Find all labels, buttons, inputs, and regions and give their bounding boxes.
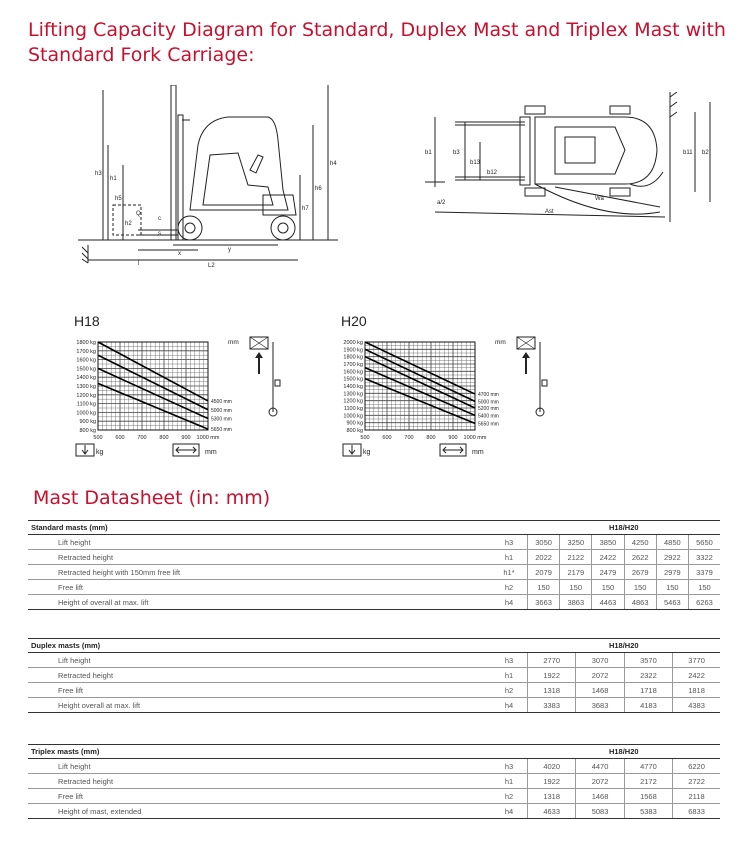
table-header-label: Triplex masts (mm) [28,745,528,759]
row-symbol: h1* [491,565,528,580]
series-line [98,383,208,429]
table-row [28,683,720,698]
y-tick-label: 1500 kg [76,366,96,373]
duplex-masts-table [28,638,720,713]
table-header-model: H18/H20 [528,521,721,535]
row-label: Height of overall at max. lift [28,595,491,610]
dim-label-b3: b3 [453,150,460,156]
kg-arrow-icon [349,445,355,454]
row-value: 4020 [528,759,576,774]
row-value: 3570 [624,653,672,668]
y-tick-label: 1000 kg [343,413,363,420]
table-row [28,653,720,668]
row-symbol: h4 [491,804,528,819]
row-value: 4470 [576,759,624,774]
chart-title: H20 [341,313,367,329]
standard-masts-table [28,520,720,610]
row-value: 4183 [624,698,672,713]
row-label: Free lift [28,580,491,595]
row-value: 2172 [624,774,672,789]
operator-icon [275,380,280,386]
row-label: Height overall at max. lift [28,698,491,713]
row-value: 5083 [576,804,624,819]
row-value: 4863 [624,595,656,610]
row-value: 2122 [560,550,592,565]
y-tick-label: 800 kg [346,428,363,434]
row-symbol: h2 [491,789,528,804]
row-value: 4770 [624,759,672,774]
table-row [28,668,720,683]
x-tick-label: 600 [115,435,125,441]
chart-svg [335,312,580,467]
series-label: 5000 mm [478,399,499,406]
series-line [98,355,208,410]
dim-label-b12: b12 [487,170,498,176]
row-value: 5383 [624,804,672,819]
row-value: 150 [592,580,624,595]
x-tick-label: 900 [181,435,191,441]
lift-arrow-icon [255,352,263,374]
row-value: 3050 [528,535,560,550]
row-value: 1568 [624,789,672,804]
row-value: 2770 [528,653,576,668]
load-unit-label: mm [472,449,484,456]
series-label: 4700 mm [478,392,499,399]
y-tick-label: 1900 kg [343,347,363,354]
row-value: 2322 [624,668,672,683]
table-header-model: H18/H20 [528,745,721,759]
y-tick-label: 800 kg [79,428,96,434]
row-value: 2679 [624,565,656,580]
row-value: 2072 [576,774,624,789]
row-value: 3663 [528,595,560,610]
x-tick-label: 1000 mm [196,435,220,441]
row-label: Retracted height [28,774,491,789]
row-value: 150 [656,580,688,595]
row-value: 2118 [673,789,720,804]
row-value: 3850 [592,535,624,550]
row-value: 2622 [624,550,656,565]
row-value: 1818 [673,683,720,698]
y-tick-label: 1300 kg [76,384,96,390]
table-row [28,565,720,580]
dim-label-a2: a/2 [437,200,446,206]
triplex-masts-table [28,744,720,819]
row-symbol: h3 [491,535,528,550]
row-value: 2179 [560,565,592,580]
row-label: Lift height [28,653,491,668]
table-header-label: Standard masts (mm) [28,521,528,535]
series-label: 5300 mm [211,416,232,423]
row-symbol: h4 [491,595,528,610]
table-header-model: H18/H20 [528,639,721,653]
y-tick-label: 1600 kg [343,369,363,376]
y-tick-label: 1800 kg [76,340,96,346]
dim-label-l2: L2 [208,263,215,269]
table-row [28,550,720,565]
y-tick-label: 1400 kg [76,375,96,382]
series-label: 5000 mm [211,407,232,414]
table-row [28,698,720,713]
row-value: 1318 [528,683,576,698]
row-label: Lift height [28,535,491,550]
y-tick-label: 1100 kg [343,406,363,412]
row-symbol: h4 [491,698,528,713]
y-tick-label: 1100 kg [76,401,96,408]
mm-arrow-icon [176,447,196,453]
capacity-chart-h20 [335,312,580,467]
y-tick-label: 900 kg [79,419,96,426]
dim-label-b13: b13 [470,160,481,166]
page-title: Lifting Capacity Diagram for Standard, Duplex Mast and Triplex Mast with Standard Fork Carriage: [28,19,726,66]
row-label: Retracted height [28,668,491,683]
table-header-row [28,521,720,535]
table-header-row [28,745,720,759]
row-value: 150 [560,580,592,595]
row-value: 3250 [560,535,592,550]
row-value: 2922 [656,550,688,565]
row-value: 3683 [576,698,624,713]
y-tick-label: 1600 kg [76,357,96,364]
row-label: Retracted height [28,550,491,565]
table-header-row [28,639,720,653]
x-tick-label: 600 [382,435,392,441]
series-label: 5650 mm [478,421,499,428]
row-label: Lift height [28,759,491,774]
row-value: 2422 [673,668,720,683]
dim-label-ast: Ast [545,209,554,215]
row-value: 150 [624,580,656,595]
dim-label-b11: b11 [683,150,693,156]
series-label: 4500 mm [211,398,232,405]
series-label: 5650 mm [211,427,232,434]
row-value: 150 [528,580,560,595]
icon-mm-label: mm [228,339,239,346]
row-value: 1922 [528,774,576,789]
table-row [28,774,720,789]
row-label: Retracted height with 150mm free lift [28,565,491,580]
series-label: 5400 mm [478,413,499,420]
datasheet-title: Mast Datasheet (in: mm) [33,487,271,509]
row-value: 2479 [592,565,624,580]
y-tick-label: 1500 kg [343,376,363,383]
row-label: Height of mast, extended [28,804,491,819]
dim-label-h4: h4 [330,161,337,167]
row-value: 6263 [688,595,720,610]
row-value: 2422 [592,550,624,565]
row-value: 4463 [592,595,624,610]
row-value: 5463 [656,595,688,610]
dim-label-b1: b1 [425,150,432,156]
row-value: 3383 [528,698,576,713]
chart-svg [68,312,313,467]
row-value: 150 [688,580,720,595]
row-value: 5650 [688,535,720,550]
row-value: 1318 [528,789,576,804]
row-value: 1468 [576,683,624,698]
dim-label-s: s [158,231,161,237]
row-symbol: h1 [491,668,528,683]
dim-label-h3: h3 [95,171,102,177]
mm-arrow-icon [443,447,463,453]
x-tick-label: 700 [137,435,147,441]
y-tick-label: 1300 kg [343,391,363,398]
dim-label-h7: h7 [302,206,309,212]
row-value: 1922 [528,668,576,683]
table-row [28,804,720,819]
row-value: 6833 [673,804,720,819]
row-value: 3379 [688,565,720,580]
lift-arrow-icon [522,352,530,374]
x-tick-label: 500 [360,435,370,441]
x-tick-label: 800 [159,435,169,441]
row-symbol: h2 [491,683,528,698]
row-value: 3070 [576,653,624,668]
table-row [28,595,720,610]
dim-label-y: y [228,247,231,253]
x-tick-label: 900 [448,435,458,441]
row-value: 1718 [624,683,672,698]
row-value: 1468 [576,789,624,804]
row-value: 3770 [673,653,720,668]
y-tick-label: 1700 kg [343,362,363,368]
y-tick-label: 1000 kg [76,410,96,417]
table-row [28,535,720,550]
dim-label-l: l [138,261,140,267]
dim-label-h2: h2 [125,221,132,227]
row-symbol: h1 [491,774,528,789]
row-value: 2722 [673,774,720,789]
row-symbol: h2 [491,580,528,595]
y-tick-label: 1700 kg [76,348,96,355]
x-tick-label: 700 [404,435,414,441]
operator-icon [542,380,547,386]
icon-mm-label: mm [495,339,506,346]
row-value: 2022 [528,550,560,565]
load-unit-label: mm [205,449,217,456]
dim-label-h1: h1 [110,176,117,182]
dim-label-b2: b2 [702,150,709,156]
y-tick-label: 1400 kg [343,384,363,390]
row-value: 4850 [656,535,688,550]
series-label: 5200 mm [478,406,499,412]
x-tick-label: 1000 mm [463,435,487,441]
row-value: 3863 [560,595,592,610]
row-value: 4250 [624,535,656,550]
row-value: 4383 [673,698,720,713]
x-unit-label: kg [96,449,104,456]
series-line [98,368,208,418]
dim-label-wa: Wa [595,196,604,202]
y-tick-label: 1200 kg [76,392,96,399]
row-symbol: h3 [491,759,528,774]
table-row [28,759,720,774]
row-symbol: h1 [491,550,528,565]
chart-title: H18 [74,313,100,329]
capacity-chart-h18 [68,312,313,467]
row-value: 2079 [528,565,560,580]
x-tick-label: 800 [426,435,436,441]
table-row [28,580,720,595]
row-value: 2072 [576,668,624,683]
y-tick-label: 2000 kg [343,340,363,346]
row-value: 2979 [656,565,688,580]
kg-arrow-icon [82,445,88,454]
row-label: Free lift [28,789,491,804]
y-tick-label: 900 kg [346,420,363,427]
dim-label-q: Q [136,211,141,217]
dim-label-h6: h6 [315,186,322,192]
y-tick-label: 1800 kg [343,354,363,361]
forklift-top-view-diagram [425,92,720,232]
row-value: 4633 [528,804,576,819]
dim-label-c: c [158,216,161,222]
dim-label-h5: h5 [115,196,122,202]
row-label: Free lift [28,683,491,698]
x-unit-label: kg [363,449,371,456]
y-tick-label: 1200 kg [343,398,363,405]
x-tick-label: 500 [93,435,103,441]
row-symbol: h3 [491,653,528,668]
row-value: 3322 [688,550,720,565]
table-row [28,789,720,804]
table-header-label: Duplex masts (mm) [28,639,528,653]
forklift-side-view-diagram [78,85,368,275]
dim-label-x: x [178,251,181,257]
row-value: 6220 [673,759,720,774]
